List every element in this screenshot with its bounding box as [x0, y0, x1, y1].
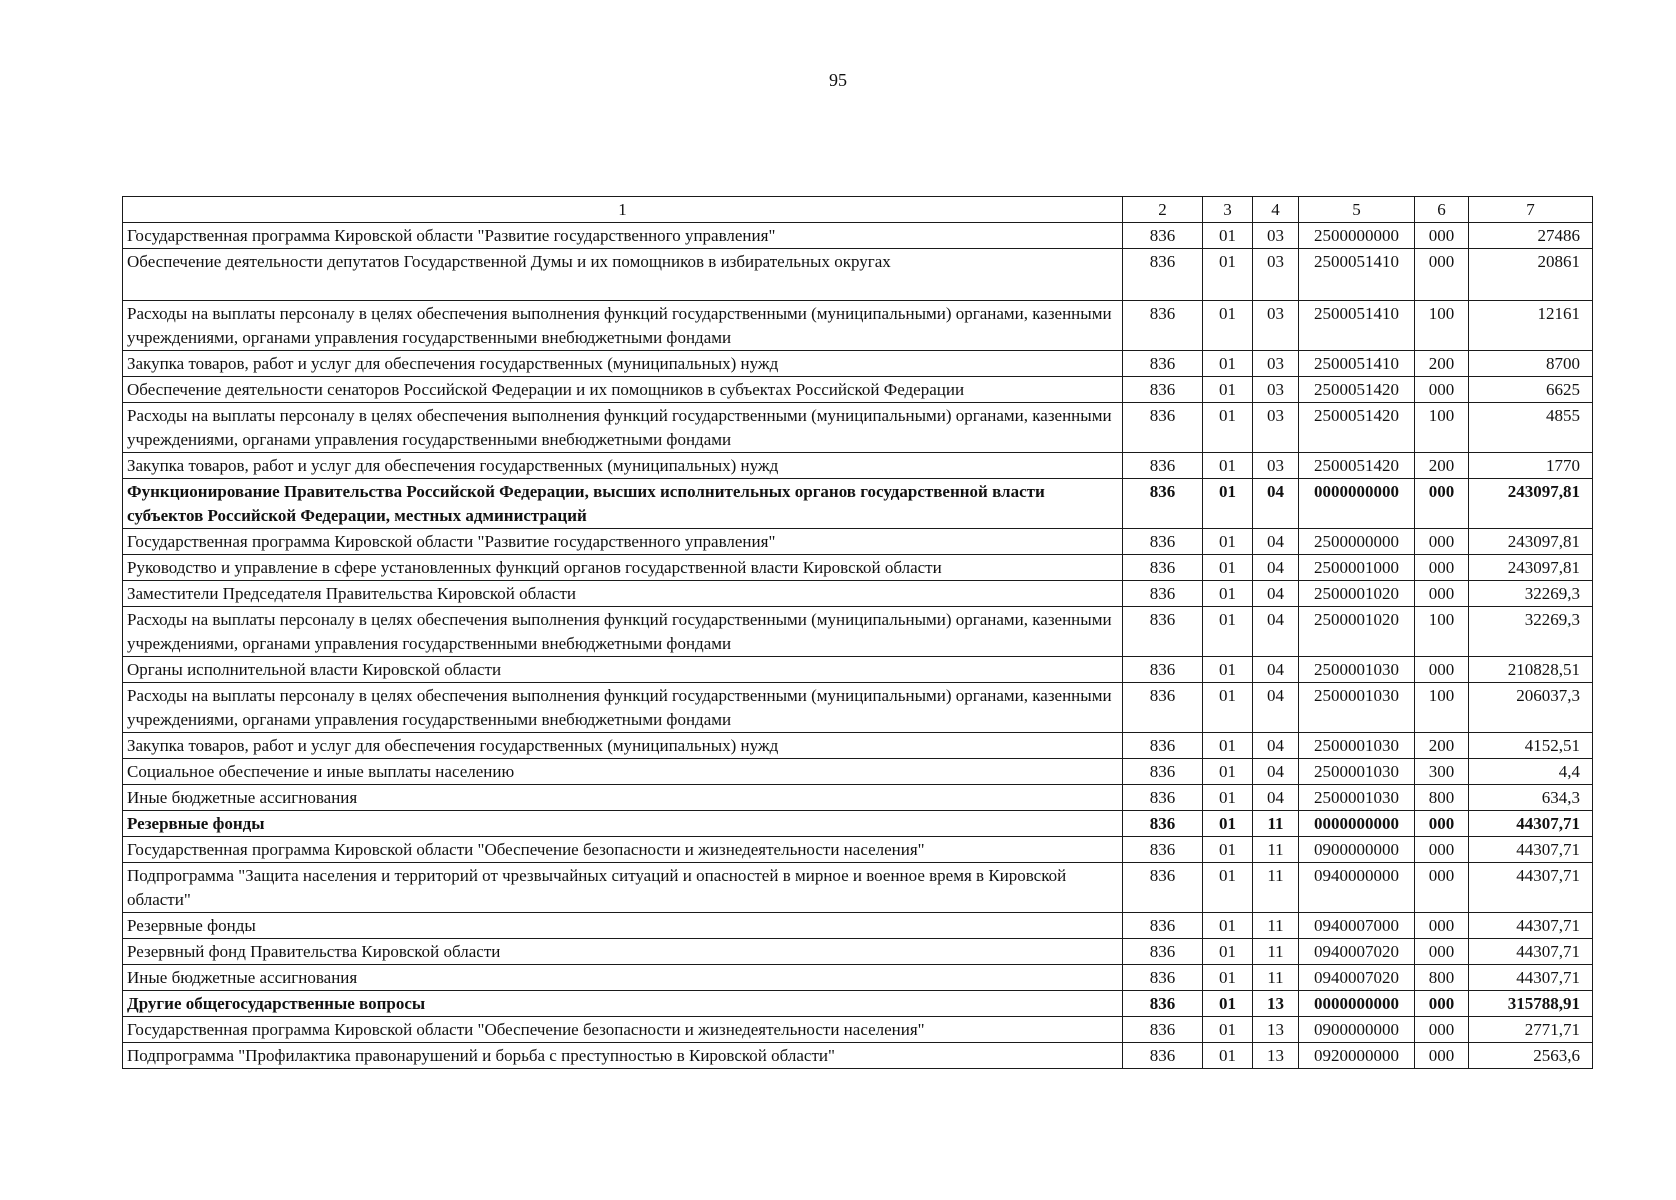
- row-expense-type: 100: [1415, 403, 1469, 453]
- row-subsection: 04: [1253, 785, 1299, 811]
- row-subsection: 04: [1253, 683, 1299, 733]
- row-target-article: 0900000000: [1299, 837, 1415, 863]
- row-admin-code: 836: [1123, 683, 1203, 733]
- row-subsection: 03: [1253, 453, 1299, 479]
- row-expense-type: 000: [1415, 377, 1469, 403]
- row-admin-code: 836: [1123, 479, 1203, 529]
- column-header: 3: [1203, 197, 1253, 223]
- row-admin-code: 836: [1123, 837, 1203, 863]
- row-expense-type: 100: [1415, 683, 1469, 733]
- row-amount: 27486: [1469, 223, 1593, 249]
- row-amount: 4,4: [1469, 759, 1593, 785]
- row-section: 01: [1203, 991, 1253, 1017]
- row-description: Заместители Председателя Правительства Кировской области: [123, 581, 1123, 607]
- row-expense-type: 300: [1415, 759, 1469, 785]
- row-section: 01: [1203, 785, 1253, 811]
- row-amount: 315788,91: [1469, 991, 1593, 1017]
- row-description: Обеспечение деятельности депутатов Государственной Думы и их помощников в избирательных округах: [123, 249, 1123, 301]
- row-subsection: 11: [1253, 811, 1299, 837]
- row-subsection: 13: [1253, 1017, 1299, 1043]
- row-expense-type: 200: [1415, 351, 1469, 377]
- row-subsection: 03: [1253, 249, 1299, 301]
- row-expense-type: 000: [1415, 811, 1469, 837]
- row-description: Расходы на выплаты персоналу в целях обеспечения выполнения функций государственными (муниципальными) органами, казенными учреждениями, органами управления государственными внебюджетными фондами: [123, 301, 1123, 351]
- row-subsection: 04: [1253, 759, 1299, 785]
- row-amount: 8700: [1469, 351, 1593, 377]
- row-admin-code: 836: [1123, 965, 1203, 991]
- row-amount: 4855: [1469, 403, 1593, 453]
- row-admin-code: 836: [1123, 1043, 1203, 1069]
- row-subsection: 03: [1253, 223, 1299, 249]
- row-section: 01: [1203, 555, 1253, 581]
- row-description: Закупка товаров, работ и услуг для обеспечения государственных (муниципальных) нужд: [123, 453, 1123, 479]
- row-expense-type: 000: [1415, 1017, 1469, 1043]
- row-expense-type: 100: [1415, 607, 1469, 657]
- row-amount: 32269,3: [1469, 607, 1593, 657]
- row-section: 01: [1203, 249, 1253, 301]
- row-section: 01: [1203, 377, 1253, 403]
- row-admin-code: 836: [1123, 377, 1203, 403]
- row-section: 01: [1203, 683, 1253, 733]
- row-subsection: 11: [1253, 939, 1299, 965]
- row-section: 01: [1203, 403, 1253, 453]
- row-description: Руководство и управление в сфере установленных функций органов государственной власти Кировской области: [123, 555, 1123, 581]
- row-subsection: 11: [1253, 913, 1299, 939]
- row-admin-code: 836: [1123, 529, 1203, 555]
- column-header: 7: [1469, 197, 1593, 223]
- table-header-row: [123, 197, 1593, 223]
- row-section: 01: [1203, 479, 1253, 529]
- budget-table: [122, 196, 1593, 1069]
- column-header: 6: [1415, 197, 1469, 223]
- row-description: Обеспечение деятельности сенаторов Российской Федерации и их помощников в субъектах Российской Федерации: [123, 377, 1123, 403]
- row-amount: 634,3: [1469, 785, 1593, 811]
- row-target-article: 0940000000: [1299, 863, 1415, 913]
- row-expense-type: 000: [1415, 991, 1469, 1017]
- row-admin-code: 836: [1123, 453, 1203, 479]
- table-row: [123, 657, 1593, 683]
- row-subsection: 04: [1253, 529, 1299, 555]
- row-subsection: 04: [1253, 479, 1299, 529]
- row-expense-type: 000: [1415, 581, 1469, 607]
- row-subsection: 04: [1253, 733, 1299, 759]
- row-section: 01: [1203, 913, 1253, 939]
- row-amount: 243097,81: [1469, 479, 1593, 529]
- row-expense-type: 100: [1415, 301, 1469, 351]
- row-description: Резервный фонд Правительства Кировской области: [123, 939, 1123, 965]
- row-amount: 44307,71: [1469, 965, 1593, 991]
- row-admin-code: 836: [1123, 555, 1203, 581]
- row-subsection: 03: [1253, 403, 1299, 453]
- row-subsection: 11: [1253, 863, 1299, 913]
- row-admin-code: 836: [1123, 863, 1203, 913]
- row-amount: 1770: [1469, 453, 1593, 479]
- row-subsection: 13: [1253, 991, 1299, 1017]
- table-row: [123, 377, 1593, 403]
- table-row: [123, 453, 1593, 479]
- row-expense-type: 200: [1415, 453, 1469, 479]
- table-row: [123, 913, 1593, 939]
- table-row: [123, 607, 1593, 657]
- row-section: 01: [1203, 1043, 1253, 1069]
- row-target-article: 2500001020: [1299, 581, 1415, 607]
- row-expense-type: 000: [1415, 529, 1469, 555]
- row-amount: 2563,6: [1469, 1043, 1593, 1069]
- row-amount: 6625: [1469, 377, 1593, 403]
- row-expense-type: 800: [1415, 965, 1469, 991]
- row-admin-code: 836: [1123, 249, 1203, 301]
- row-subsection: 04: [1253, 657, 1299, 683]
- page-number: 95: [829, 70, 847, 90]
- row-target-article: 0940007020: [1299, 965, 1415, 991]
- table-body: [123, 223, 1593, 1069]
- row-subsection: 13: [1253, 1043, 1299, 1069]
- row-section: 01: [1203, 581, 1253, 607]
- row-section: 01: [1203, 733, 1253, 759]
- row-admin-code: 836: [1123, 351, 1203, 377]
- table-row: [123, 529, 1593, 555]
- table-row: [123, 555, 1593, 581]
- table-row: [123, 1017, 1593, 1043]
- column-header: 5: [1299, 197, 1415, 223]
- row-section: 01: [1203, 759, 1253, 785]
- row-description: Социальное обеспечение и иные выплаты населению: [123, 759, 1123, 785]
- row-amount: 243097,81: [1469, 555, 1593, 581]
- column-header: 1: [123, 197, 1123, 223]
- row-section: 01: [1203, 657, 1253, 683]
- row-description: Резервные фонды: [123, 913, 1123, 939]
- row-section: 01: [1203, 529, 1253, 555]
- table-row: [123, 939, 1593, 965]
- row-admin-code: 836: [1123, 733, 1203, 759]
- row-section: 01: [1203, 223, 1253, 249]
- row-section: 01: [1203, 1017, 1253, 1043]
- row-admin-code: 836: [1123, 785, 1203, 811]
- row-target-article: 2500051420: [1299, 453, 1415, 479]
- row-expense-type: 000: [1415, 939, 1469, 965]
- row-description: Закупка товаров, работ и услуг для обеспечения государственных (муниципальных) нужд: [123, 733, 1123, 759]
- row-description: Органы исполнительной власти Кировской области: [123, 657, 1123, 683]
- table-row: [123, 351, 1593, 377]
- row-amount: 44307,71: [1469, 837, 1593, 863]
- row-section: 01: [1203, 939, 1253, 965]
- row-amount: 206037,3: [1469, 683, 1593, 733]
- row-expense-type: 000: [1415, 913, 1469, 939]
- row-description: Подпрограмма "Профилактика правонарушений и борьба с преступностью в Кировской области": [123, 1043, 1123, 1069]
- row-expense-type: 200: [1415, 733, 1469, 759]
- row-expense-type: 000: [1415, 1043, 1469, 1069]
- row-subsection: 04: [1253, 555, 1299, 581]
- row-expense-type: 000: [1415, 837, 1469, 863]
- row-description: Государственная программа Кировской области "Развитие государственного управления": [123, 529, 1123, 555]
- row-description: Государственная программа Кировской области "Обеспечение безопасности и жизнедеятельности населения": [123, 837, 1123, 863]
- row-section: 01: [1203, 453, 1253, 479]
- row-section: 01: [1203, 301, 1253, 351]
- table-row: [123, 249, 1593, 301]
- table-row: [123, 581, 1593, 607]
- table-row: [123, 785, 1593, 811]
- row-amount: 44307,71: [1469, 811, 1593, 837]
- table-row: [123, 965, 1593, 991]
- row-target-article: 2500051410: [1299, 301, 1415, 351]
- row-admin-code: 836: [1123, 607, 1203, 657]
- row-amount: 20861: [1469, 249, 1593, 301]
- row-target-article: 0940007000: [1299, 913, 1415, 939]
- row-amount: 2771,71: [1469, 1017, 1593, 1043]
- row-admin-code: 836: [1123, 581, 1203, 607]
- row-amount: 44307,71: [1469, 939, 1593, 965]
- row-admin-code: 836: [1123, 301, 1203, 351]
- row-admin-code: 836: [1123, 811, 1203, 837]
- table-row: [123, 733, 1593, 759]
- table-row: [123, 683, 1593, 733]
- row-target-article: 0940007020: [1299, 939, 1415, 965]
- table-row: [123, 837, 1593, 863]
- row-target-article: 2500051420: [1299, 403, 1415, 453]
- row-admin-code: 836: [1123, 657, 1203, 683]
- row-target-article: 2500001030: [1299, 733, 1415, 759]
- row-amount: 243097,81: [1469, 529, 1593, 555]
- row-target-article: 2500000000: [1299, 223, 1415, 249]
- row-description: Функционирование Правительства Российской Федерации, высших исполнительных органов государственной власти субъектов Российской Федерации, местных администраций: [123, 479, 1123, 529]
- row-section: 01: [1203, 965, 1253, 991]
- row-target-article: 0920000000: [1299, 1043, 1415, 1069]
- row-target-article: 2500001030: [1299, 759, 1415, 785]
- row-subsection: 11: [1253, 837, 1299, 863]
- row-description: Государственная программа Кировской области "Развитие государственного управления": [123, 223, 1123, 249]
- row-description: Закупка товаров, работ и услуг для обеспечения государственных (муниципальных) нужд: [123, 351, 1123, 377]
- row-section: 01: [1203, 811, 1253, 837]
- row-description: Иные бюджетные ассигнования: [123, 785, 1123, 811]
- row-section: 01: [1203, 607, 1253, 657]
- row-description: Подпрограмма "Защита населения и территорий от чрезвычайных ситуаций и опасностей в мирное и военное время в Кировской области": [123, 863, 1123, 913]
- row-subsection: 03: [1253, 377, 1299, 403]
- row-expense-type: 000: [1415, 555, 1469, 581]
- row-target-article: 2500001000: [1299, 555, 1415, 581]
- row-subsection: 03: [1253, 301, 1299, 351]
- row-target-article: 0000000000: [1299, 811, 1415, 837]
- row-description: Резервные фонды: [123, 811, 1123, 837]
- row-subsection: 11: [1253, 965, 1299, 991]
- row-amount: 4152,51: [1469, 733, 1593, 759]
- row-subsection: 04: [1253, 581, 1299, 607]
- table-row: [123, 403, 1593, 453]
- table-row: [123, 1043, 1593, 1069]
- row-section: 01: [1203, 863, 1253, 913]
- table-row: [123, 223, 1593, 249]
- row-description: Расходы на выплаты персоналу в целях обеспечения выполнения функций государственными (муниципальными) органами, казенными учреждениями, органами управления государственными внебюджетными фондами: [123, 607, 1123, 657]
- row-expense-type: 000: [1415, 479, 1469, 529]
- budget-table-container: [122, 196, 1592, 1069]
- row-description: Расходы на выплаты персоналу в целях обеспечения выполнения функций государственными (муниципальными) органами, казенными учреждениями, органами управления государственными внебюджетными фондами: [123, 683, 1123, 733]
- row-section: 01: [1203, 837, 1253, 863]
- table-row: [123, 991, 1593, 1017]
- table-row: [123, 759, 1593, 785]
- table-row: [123, 863, 1593, 913]
- row-target-article: 2500001020: [1299, 607, 1415, 657]
- row-section: 01: [1203, 351, 1253, 377]
- row-admin-code: 836: [1123, 759, 1203, 785]
- row-expense-type: 000: [1415, 863, 1469, 913]
- row-admin-code: 836: [1123, 991, 1203, 1017]
- table-row: [123, 479, 1593, 529]
- column-header: 4: [1253, 197, 1299, 223]
- row-target-article: 0000000000: [1299, 479, 1415, 529]
- row-expense-type: 800: [1415, 785, 1469, 811]
- row-description: Расходы на выплаты персоналу в целях обеспечения выполнения функций государственными (муниципальными) органами, казенными учреждениями, органами управления государственными внебюджетными фондами: [123, 403, 1123, 453]
- row-description: Иные бюджетные ассигнования: [123, 965, 1123, 991]
- row-expense-type: 000: [1415, 223, 1469, 249]
- row-admin-code: 836: [1123, 1017, 1203, 1043]
- row-admin-code: 836: [1123, 913, 1203, 939]
- row-target-article: 2500051420: [1299, 377, 1415, 403]
- row-amount: 12161: [1469, 301, 1593, 351]
- row-admin-code: 836: [1123, 403, 1203, 453]
- row-amount: 44307,71: [1469, 913, 1593, 939]
- row-target-article: 0900000000: [1299, 1017, 1415, 1043]
- row-amount: 44307,71: [1469, 863, 1593, 913]
- row-amount: 210828,51: [1469, 657, 1593, 683]
- row-admin-code: 836: [1123, 939, 1203, 965]
- row-expense-type: 000: [1415, 249, 1469, 301]
- row-admin-code: 836: [1123, 223, 1203, 249]
- row-expense-type: 000: [1415, 657, 1469, 683]
- row-target-article: 2500051410: [1299, 351, 1415, 377]
- row-target-article: 2500001030: [1299, 683, 1415, 733]
- row-target-article: 2500000000: [1299, 529, 1415, 555]
- row-description: Другие общегосударственные вопросы: [123, 991, 1123, 1017]
- row-subsection: 03: [1253, 351, 1299, 377]
- row-target-article: 2500001030: [1299, 785, 1415, 811]
- column-header: 2: [1123, 197, 1203, 223]
- row-description: Государственная программа Кировской области "Обеспечение безопасности и жизнедеятельности населения": [123, 1017, 1123, 1043]
- table-row: [123, 811, 1593, 837]
- row-amount: 32269,3: [1469, 581, 1593, 607]
- table-row: [123, 301, 1593, 351]
- row-subsection: 04: [1253, 607, 1299, 657]
- row-target-article: 0000000000: [1299, 991, 1415, 1017]
- row-target-article: 2500001030: [1299, 657, 1415, 683]
- row-target-article: 2500051410: [1299, 249, 1415, 301]
